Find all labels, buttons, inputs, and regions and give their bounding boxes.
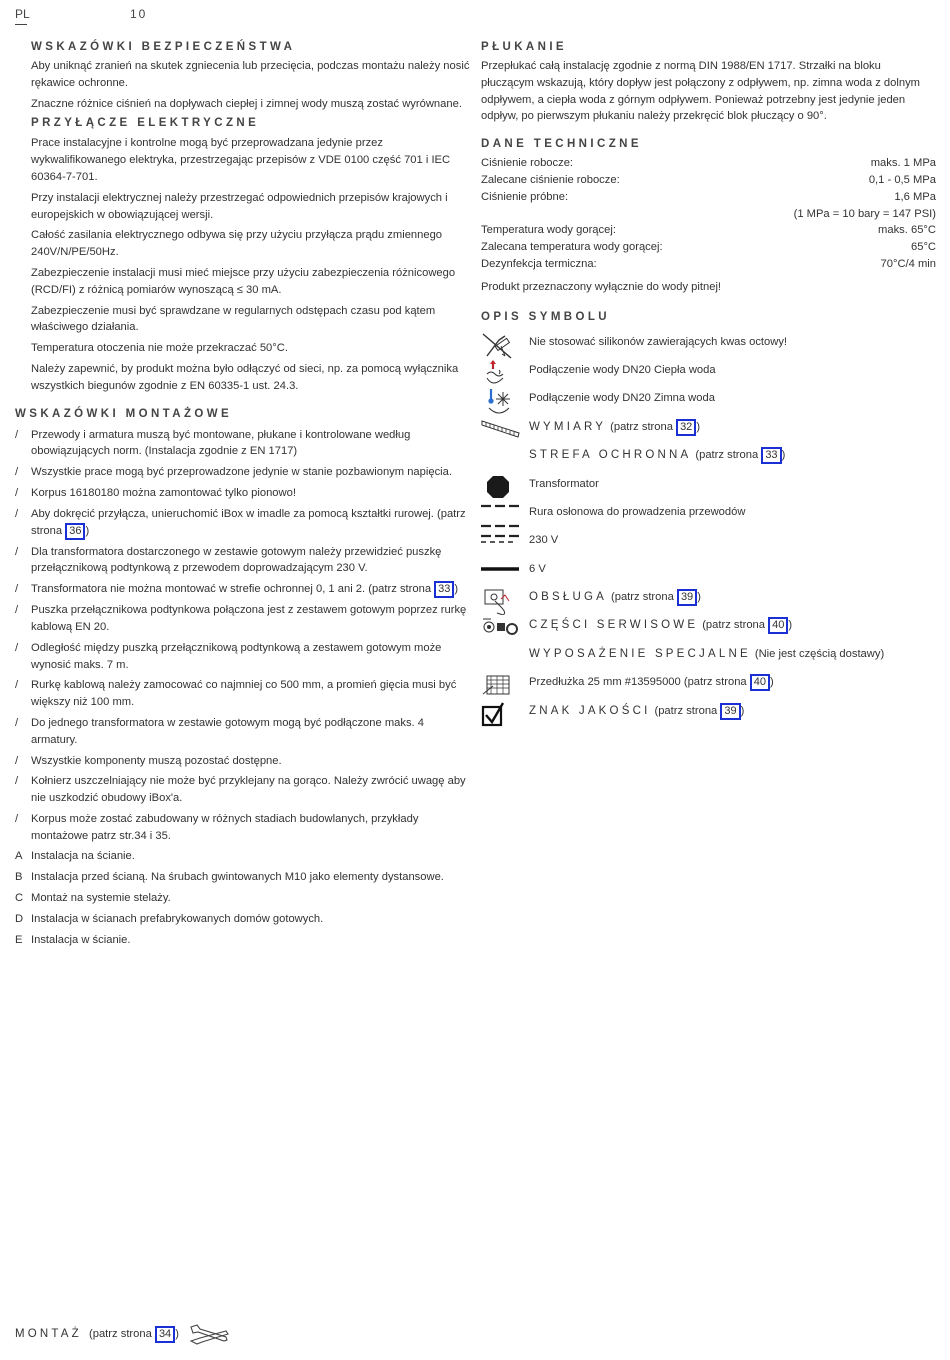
- symbol-heading: ZNAK JAKOŚCI: [529, 704, 651, 717]
- symbols-heading: OPIS SYMBOLU: [481, 310, 610, 323]
- item-text: Instalacja na ścianie.: [31, 850, 135, 863]
- electrical-paragraph: Zabezpieczenie instalacji musi mieć miejsce przy użyciu zabezpieczenia różnicowego (RCD/FI) z różnicą pomiarów wynoszącą ≤ 30 mA.: [31, 266, 456, 296]
- mounting-heading: WSKAZÓWKI MONTAŻOWE: [15, 407, 233, 420]
- symbol-row: [481, 615, 936, 643]
- electrical-paragraph: Prace instalacyjne i kontrolne mogą być przeprowadzana jedynie przez wykwalifikowanego elektryka, przestrzegając przepisów z VDE 0100 część 701 i IEC 60364-7-701.: [31, 137, 451, 183]
- bullet-text: Odległość między puszką przełącznikową podtynkową a zestawem gotowym może wynosić maks. 7 m.: [31, 641, 442, 671]
- technical-value: 70°C/4 min: [880, 257, 936, 270]
- bullet-mark: /: [15, 583, 19, 596]
- bullet-text: Do jednego transformatora w zestawie gotowym mogą być podłączone maks. 4 armatury.: [31, 716, 424, 746]
- flushing-section: [481, 38, 936, 125]
- electrical-paragraph: Całość zasilania elektrycznego odbywa się przy użyciu przyłącza prądu zmiennego 240V/N/PE/50Hz.: [31, 229, 443, 259]
- symbol-row: [481, 530, 936, 558]
- mounting-lettered-item: [15, 848, 470, 865]
- technical-label: Ciśnienie próbne:: [481, 190, 569, 203]
- symbol-heading: STREFA OCHRONNA: [529, 449, 692, 462]
- mounting-bullet-list: [15, 427, 470, 845]
- electrical-heading: PRZYŁĄCZE ELEKTRYCZNE: [31, 117, 260, 130]
- page-reference[interactable]: 33: [761, 447, 781, 464]
- item-text: Montaż na systemie stelaży.: [31, 892, 171, 905]
- bullet-mark: /: [15, 775, 19, 788]
- cold-water-icon: [481, 388, 521, 416]
- symbol-heading: OBSŁUGA: [529, 591, 608, 604]
- symbol-row: [481, 502, 936, 530]
- bullet-text: Korpus może zostać zabudowany w różnych stadiach budowlanych, przykłady montażowe patrz str.34 i 35.: [31, 812, 419, 842]
- page-reference[interactable]: 34: [155, 1326, 175, 1343]
- item-letter: E: [15, 933, 23, 946]
- electrical-paragraph: Należy zapewnić, by produkt można było odłączyć od sieci, np. za pomocą wyłącznika wszystkich biegunów zgodnie z EN 60335-1 ust. 24.3.: [31, 362, 459, 392]
- symbol-row: [481, 360, 936, 388]
- mounting-lettered-list: [15, 848, 470, 948]
- symbol-label: Podłączenie wody DN20 Zimna woda: [529, 392, 715, 405]
- page-reference[interactable]: 32: [676, 419, 696, 436]
- page-reference[interactable]: 39: [677, 589, 697, 606]
- symbols-list: [481, 332, 936, 729]
- mounting-bullet: [15, 485, 470, 502]
- bullet-mark: /: [15, 812, 19, 825]
- technical-row: [481, 222, 936, 239]
- hand-operation-icon: [481, 587, 521, 615]
- mounting-bullet: [15, 581, 470, 598]
- technical-value: (1 MPa = 10 bary = 147 PSI): [793, 207, 936, 220]
- bullet-mark: /: [15, 507, 19, 520]
- bullet-text: Wszystkie prace mogą być przeprowadzone jedynie w stanie pozbawionym napięcia.: [31, 466, 452, 479]
- technical-value: 0,1 - 0,5 MPa: [868, 173, 936, 186]
- technical-row: [481, 189, 936, 206]
- symbol-label: OBSŁUGA (patrz strona 39 ): [529, 589, 701, 606]
- bullet-mark: /: [15, 604, 19, 617]
- technical-section: [481, 135, 936, 295]
- bullet-mark: /: [15, 545, 19, 558]
- safety-heading: WSKAZÓWKI BEZPIECZEŃSTWA: [31, 41, 296, 53]
- page-number: 10: [130, 7, 148, 21]
- symbol-label: Transformator: [529, 477, 599, 490]
- symbol-label: ZNAK JAKOŚCI (patrz strona 39 ): [529, 703, 744, 720]
- protection-zone-icon: [481, 445, 521, 473]
- symbols-section: [481, 308, 936, 729]
- symbol-label: 230 V: [529, 534, 559, 547]
- symbol-row: [481, 587, 936, 615]
- symbol-label: CZĘŚCI SERWISOWE (patrz strona 40 ): [529, 617, 792, 634]
- footer-text: (patrz strona: [89, 1327, 152, 1340]
- technical-label: Zalecana temperatura wody gorącej:: [481, 241, 663, 254]
- symbol-row: [481, 559, 936, 587]
- symbol-row: [481, 388, 936, 416]
- flushing-text: Przepłukać całą instalację zgodnie z normą DIN 1988/EN 1717. Strzałki na bloku płuczącym wskazują, który dopływ jest połączony z odpływem, np. zimna woda z dolnym odpływem, a ciepła woda z górnym odpływem. Ponieważ potrzebny jest jedynie jeden odpływ, po pierwszym płukaniu należy przekręcić blok płuczący o 90°.: [481, 60, 920, 123]
- bullet-text: Wszystkie komponenty muszą pozostać dostępne.: [31, 754, 282, 767]
- silicone-gun-icon: [481, 332, 521, 360]
- mounting-lettered-item: [15, 911, 470, 928]
- transformer-icon: [481, 474, 521, 502]
- mounting-bullet: [15, 753, 470, 770]
- symbol-row: [481, 701, 936, 729]
- bullet-mark: /: [15, 641, 19, 654]
- flushing-heading: PŁUKANIE: [481, 41, 567, 53]
- technical-value: maks. 65°C: [878, 224, 936, 237]
- technical-row: [481, 239, 936, 256]
- technical-value: 65°C: [911, 241, 936, 254]
- safety-section: [31, 38, 470, 112]
- electrical-paragraph: Temperatura otoczenia nie może przekraczać 50°C.: [31, 342, 288, 355]
- symbol-heading: WYMIARY: [529, 420, 607, 433]
- bullet-mark: /: [15, 466, 19, 479]
- bullet-text: Rurkę kablową należy zamocować co najmniej co 500 mm, a promień gięcia musi być większy niż 100 mm.: [31, 679, 457, 709]
- technical-table: [481, 155, 936, 273]
- electrical-section: [31, 114, 470, 394]
- symbol-row: [481, 644, 936, 672]
- symbol-label: WYPOSAŻENIE SPECJALNE (Nie jest częścią dostawy): [529, 647, 885, 660]
- mounting-bullet: [15, 773, 470, 807]
- language-code: PL: [15, 6, 30, 23]
- mounting-bullet: [15, 427, 470, 461]
- wrench-icon: [188, 1323, 230, 1345]
- technical-row: [481, 256, 936, 273]
- bullet-mark: /: [15, 428, 19, 441]
- safety-paragraph: Aby uniknąć zranień na skutek zgniecenia lub przecięcia, podczas montażu należy nosić rękawice ochronne.: [31, 60, 470, 89]
- mounting-bullet: [15, 715, 470, 749]
- symbol-heading: WYPOSAŻENIE SPECJALNE: [529, 647, 751, 660]
- symbol-row: [481, 332, 936, 360]
- electrical-paragraph: Przy instalacji elektrycznej należy przestrzegać odpowiednich przepisów krajowych i europejskich w obowiązującej wersji.: [31, 191, 448, 221]
- mounting-bullet: [15, 464, 470, 481]
- page-reference[interactable]: 36: [65, 523, 85, 540]
- bullet-text: Puszka przełącznikowa podtynkowa połączona jest z zestawem gotowym poprzez rurkę kablową EN 20.: [31, 604, 467, 633]
- symbol-row: [481, 474, 936, 502]
- bullet-mark: /: [15, 754, 19, 767]
- bullet-text: Dla transformatora dostarczonego w zestawie gotowym należy przewidzieć puszkę przełącznikową podtynkową z przewodem doprowadzającym 230 V.: [31, 545, 442, 575]
- mounting-bullet: [15, 640, 470, 674]
- technical-label: Temperatura wody gorącej:: [481, 224, 616, 237]
- bullet-text: Kołnierz uszczelniający nie może być przyklejany na gorąco. Należy zwrócić uwagę aby nie uszkodzić obudowy iBox'a.: [31, 775, 466, 805]
- symbol-label: STREFA OCHRONNA (patrz strona 33 ): [529, 447, 785, 464]
- bullet-text: Przewody i armatura muszą być montowane, płukane i kontrolowane według obowiązujących norm. (Instalacja zgodnie z EN 1717): [31, 428, 411, 458]
- technical-heading: DANE TECHNICZNE: [481, 138, 642, 151]
- bullet-mark: /: [15, 679, 19, 692]
- right-column: [481, 38, 936, 729]
- footer-heading: MONTAŻ: [15, 1327, 82, 1340]
- left-column: [15, 38, 470, 948]
- quality-check-icon: [481, 701, 521, 729]
- item-letter: C: [15, 892, 24, 905]
- technical-row: [481, 206, 936, 223]
- symbol-label: WYMIARY (patrz strona 32 ): [529, 419, 700, 436]
- mounting-bullet: [15, 506, 470, 540]
- bullet-mark: /: [15, 716, 19, 729]
- item-letter: D: [15, 912, 24, 925]
- item-letter: B: [15, 871, 23, 884]
- mounting-bullet: [15, 544, 470, 578]
- footer-mounting: MONTAŻ (patrz strona 34 ): [15, 1323, 230, 1345]
- technical-note: Produkt przeznaczony wyłącznie do wody pitnej!: [481, 280, 722, 293]
- mounting-lettered-item: [15, 869, 470, 886]
- symbol-row: [481, 445, 936, 473]
- mounting-section: [15, 405, 470, 949]
- item-text: Instalacja w ścianie.: [31, 933, 131, 946]
- mounting-bullet: [15, 811, 470, 845]
- bullet-text: Aby dokręcić przyłącza, unieruchomić iBox w imadle za pomocą kształtki rurowej. (patrz strona 36 ): [31, 506, 470, 540]
- extension-icon: [481, 672, 521, 700]
- mounting-bullet: [15, 602, 470, 636]
- technical-value: 1,6 MPa: [894, 190, 936, 203]
- symbol-label: Nie stosować silikonów zawierających kwas octowy!: [529, 335, 788, 348]
- item-letter: A: [15, 850, 23, 863]
- symbol-label: Podłączenie wody DN20 Ciepła woda: [529, 363, 716, 376]
- conduit-line-icon: [481, 502, 521, 530]
- bullet-text: Korpus 16180180 można zamontować tylko pionowo!: [31, 486, 296, 499]
- symbol-label: Rura osłonowa do prowadzenia przewodów: [529, 505, 746, 518]
- dashed-line-icon: [481, 530, 521, 558]
- page-reference[interactable]: 33: [434, 581, 454, 598]
- hot-water-icon: [481, 360, 521, 388]
- electrical-paragraph: Zabezpieczenie musi być sprawdzane w regularnych odstępach czasu pod kątem właściwego działania.: [31, 304, 436, 334]
- page-reference[interactable]: 40: [750, 674, 770, 691]
- symbol-label: 6 V: [529, 562, 546, 575]
- symbol-row: [481, 672, 936, 700]
- page-reference[interactable]: 40: [768, 617, 788, 634]
- bullet-mark: /: [15, 486, 19, 499]
- technical-row: [481, 155, 936, 172]
- symbol-label: Przedłużka 25 mm #13595000 (patrz strona 40 ): [529, 674, 774, 691]
- spare-parts-icon: [481, 615, 521, 643]
- safety-paragraph: Znaczne różnice ciśnień na dopływach ciepłej i zimnej wody muszą zostać wyrównane.: [31, 97, 462, 110]
- page-reference[interactable]: 39: [720, 703, 740, 720]
- technical-row: [481, 172, 936, 189]
- bullet-text: Transformatora nie można montować w strefie ochronnej 0, 1 ani 2. (patrz strona 33 ): [31, 581, 470, 598]
- symbol-heading: CZĘŚCI SERWISOWE: [529, 619, 699, 632]
- technical-value: maks. 1 MPa: [870, 157, 936, 170]
- technical-label: Ciśnienie robocze:: [481, 157, 574, 170]
- mounting-lettered-item: [15, 890, 470, 907]
- item-text: Instalacja przed ścianą. Na śrubach gwintowanych M10 jako elementy dystansowe.: [31, 871, 444, 884]
- solid-line-icon: [481, 559, 521, 587]
- technical-label: Dezynfekcja termiczna:: [481, 257, 597, 270]
- mounting-lettered-item: [15, 932, 470, 949]
- ruler-icon: [481, 417, 521, 445]
- item-text: Instalacja w ścianach prefabrykowanych domów gotowych.: [31, 912, 324, 925]
- mounting-bullet: [15, 677, 470, 711]
- technical-label: Zalecane ciśnienie robocze:: [481, 173, 620, 186]
- symbol-row: [481, 417, 936, 445]
